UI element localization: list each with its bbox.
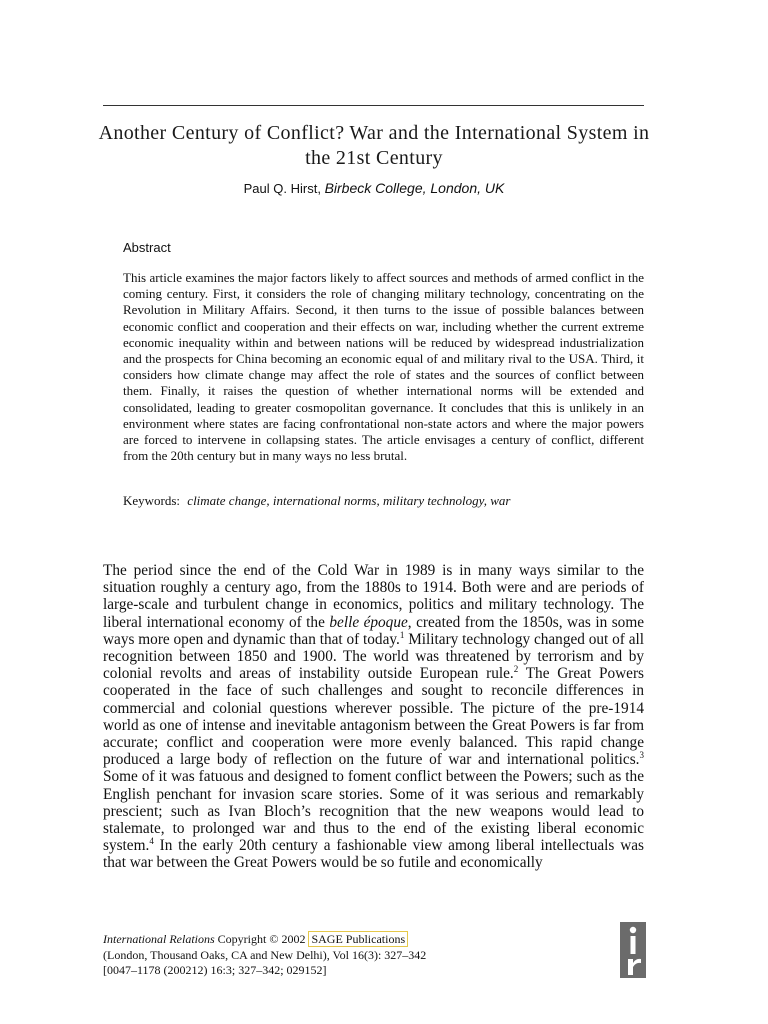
footer-line-2: (London, Thousand Oaks, CA and New Delhi), Vol 16(3): 327–342 <box>103 947 427 962</box>
abstract-heading: Abstract <box>123 240 171 255</box>
footer-line-1 <box>103 932 583 948</box>
body-italic-term: belle époque <box>329 613 408 631</box>
body-text: In the early 20th century a fashionable view among liberal intellectuals was that war between the Great Powers would be so futile and economically <box>103 837 644 872</box>
author-name: Paul Q. Hirst, <box>243 181 321 196</box>
body-text: The period since the end of the Cold War in 1989 is in many ways similar to the situation roughly a century ago, from the 1880s to 1914. Both were and are periods of large-scale and turbulent change in economics, politics and military technology. The liberal international economy of the <box>103 562 644 631</box>
publisher-link[interactable]: SAGE Publications <box>308 931 408 947</box>
copyright-text: Copyright © 2002 <box>214 932 309 946</box>
article-title: Another Century of Conflict? War and the International System in the 21st Century <box>98 122 650 169</box>
body-text: The Great Powers cooperated in the face of such challenges and sought to reconcile differences in commercial and colonial questions wherever possible. The picture of the pre-1914 world as one of intense and inevitable antagonism between the Great Powers is far from accurate; conflict and cooperation were more evenly balanced. This rapid change produced a large body of reflection on the future of war and international politics. <box>103 665 644 769</box>
footer-line-3: [0047–1178 (200212) 16:3; 327–342; 029152] <box>103 963 327 977</box>
keywords-list: climate change, international norms, military technology, war <box>187 493 511 508</box>
journal-footer <box>103 932 583 979</box>
footnote-ref[interactable]: 3 <box>639 750 644 761</box>
body-text: , created from the 1850s, was in some ways more open and dynamic than that of today. <box>103 613 645 648</box>
footnote-ref[interactable]: 1 <box>399 629 405 640</box>
logo-i-dot <box>630 927 636 933</box>
body-text: Some of it was fatuous and designed to foment conflict between the Powers; such as the English penchant for invasion scare stories. Some of it was serious and remarkably prescient; such as Ivan Bloch’s recognition that the new weapons would lead to stalemate, to prolonged war and thus to the end of the existing liberal economic system. <box>103 768 644 855</box>
footnote-ref[interactable]: 2 <box>513 664 519 675</box>
journal-name: International Relations <box>103 932 215 946</box>
header-rule <box>103 105 644 106</box>
journal-logo-icon <box>620 922 646 978</box>
logo-r-stem <box>628 959 633 975</box>
body-text: Military technology changed out of all recognition between 1850 and 1900. The world was threatened by terrorism and by colonial revolts and areas of instability outside European rule. <box>103 630 644 683</box>
logo-i-stem <box>631 936 636 954</box>
keywords <box>123 493 644 509</box>
abstract-text: This article examines the major factors likely to affect sources and methods of armed conflict in the coming century. First, it considers the role of changing military technology, concentrating on the Revolution in Military Affairs. Second, it then turns to the issue of possible balances between economic conflict and cooperation and their effects on war, including whether the current extreme economic inequality within and between nations will be reduced by widespread industrialization and the prospects for China becoming an economic equal of and military rival to the USA. Third, it considers how climate change may affect the role of states and the sources of conflict between them. Finally, it raises the question of whether international norms will be extended and consolidated, leading to greater cosmopolitan governance. It concludes that this is unlikely in an environment where states are facing confrontational non-state actors and where the major powers are forced to intervene in collapsing states. The article envisages a century of conflict, different from the 20th century but in many ways no less brutal. <box>123 270 644 464</box>
keywords-label: Keywords: <box>123 493 181 508</box>
body-paragraph <box>103 562 644 872</box>
author-affiliation: Birbeck College, London, UK <box>324 180 505 196</box>
footnote-ref[interactable]: 4 <box>149 836 154 847</box>
author-line <box>90 179 658 198</box>
